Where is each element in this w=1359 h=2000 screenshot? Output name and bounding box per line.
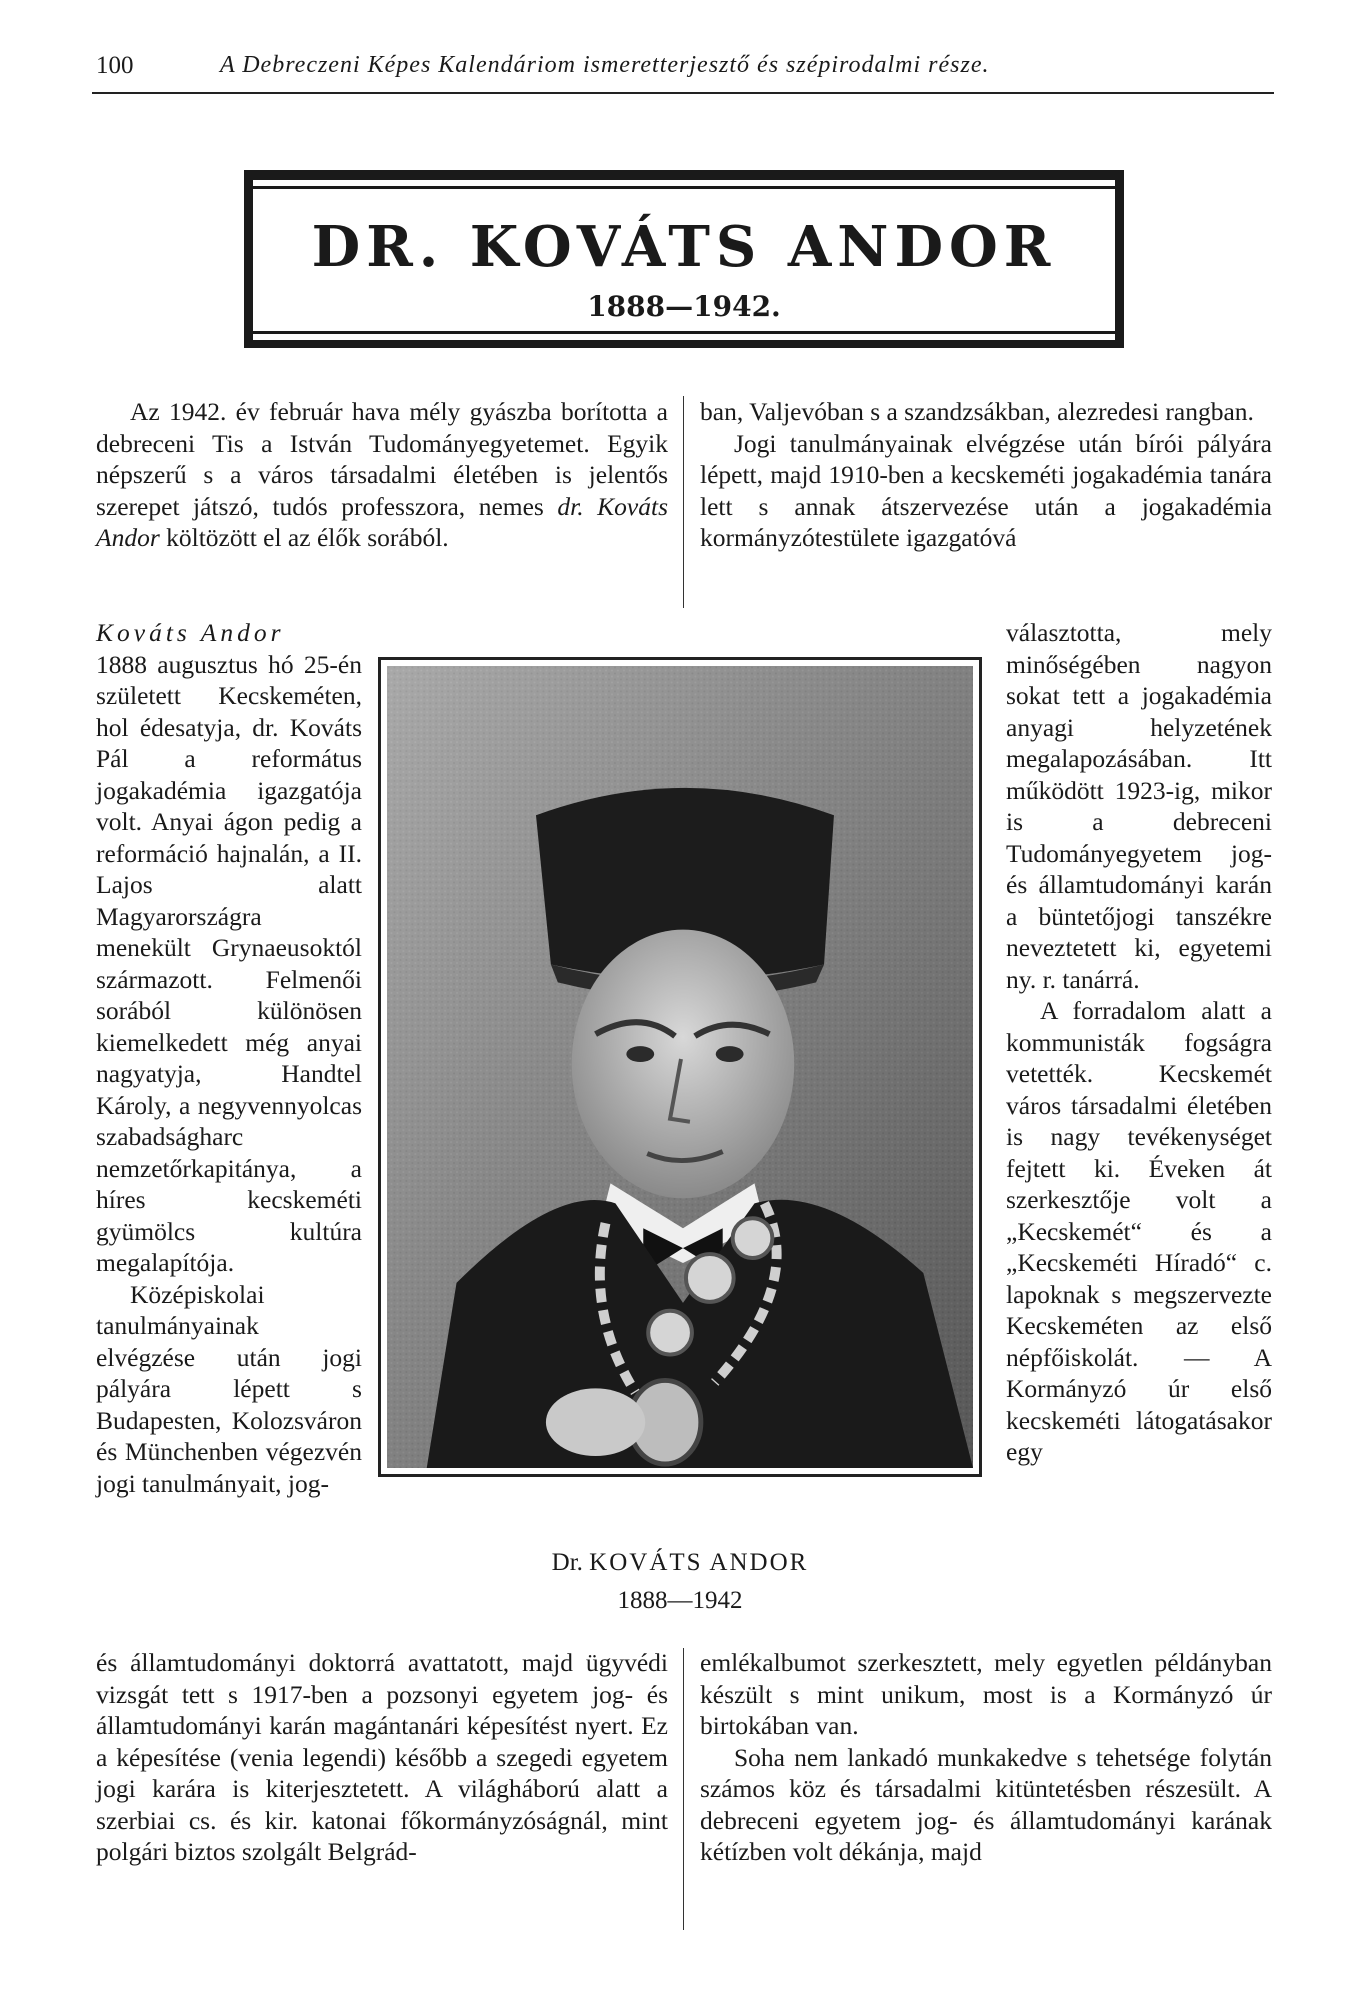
portrait-illustration [387, 666, 973, 1468]
honors-paragraph: Soha nem lankadó munkakedve s tehetsége folytán számos köz és társadalmi kitüntetésben részesült. A debreceni egyetem jog- és államtudományi karának kétízben volt dékánja, majd [700, 1742, 1272, 1866]
album-paragraph: emlékalbumot szerkesztett, mely egyetlen példányban készült s mint unikum, most is a Kormányzó úr birtokában van. [700, 1648, 1272, 1740]
article-years: 1888—1942. [587, 290, 781, 323]
service-paragraph: ban, Valjevóban s a szandzsákban, alezredesi rangban. [700, 397, 1254, 426]
caption-years: 1888—1942 [617, 1587, 743, 1614]
caption-name: Dr. KOVÁTS ANDOR [551, 1549, 809, 1576]
intro-paragraph: Az 1942. év február hava mély gyászba borította a debreceni Tis a István Tudományegyetemet. Egyik népszerű s a város társadalmi életében is jelentős szerepet játszó, tudós professzora, nemes dr. Kováts Andor költözött el az élők sorából. [96, 397, 669, 552]
debrecen-paragraph: választotta, mely minőségében nagyon sokat tett a jogakadémia anyagi helyzetének megalapozásában. Itt működött 1923-ig, mikor is a debreceni Tudományegyetem jog- és államtudományi karán a büntetőjogi tanszékre neveztetett ki, egyetemi ny. r. tanárrá. [1006, 618, 1272, 994]
career-paragraph: Jogi tanulmányainak elvégzése után bírói pályára lépett, majd 1910-ben a kecskeméti jogakadémia tanára lett s annak átszervezése után a jogakadémia kormányzótestülete igazgatóvá [700, 428, 1272, 552]
running-title: A Debreczeni Képes Kalendáriom ismeretterjesztő és szépirodalmi része. [220, 52, 990, 78]
revolution-paragraph: A forradalom alatt a kommunisták fogságra vetették. Kecskemét város társadalmi életében is nagy tevékenységet fejtett ki. Éveken át szerkesztője volt a „Kecskemét“ és a „Kecskeméti Híradó“ c. lapoknak s megszervezte Kecskeméten az első népfőiskolát. — A Kormányzó úr első kecskeméti látogatásakor egy [1006, 996, 1272, 1466]
left-column-intro [96, 396, 668, 554]
left-column-bottom [96, 1647, 668, 1868]
article-title: DR. KOVÁTS ANDOR [311, 214, 1057, 280]
column-rule-top [683, 396, 684, 608]
header-rule [92, 92, 1274, 94]
birth-paragraph: Kováts Andor 1888 augusztus hó 25-én született Kecskeméten, hol édesatyja, dr. Kováts Pál a református jogakadémia igazgatója volt. Anyai ágon pedig a reformáció hajnalán, a II. Lajos alatt Magyarországra menekült Grynaeusoktól származott. Felmenői sorából különösen kiemelkedett még anyai nagyatyja, Handtel Károly, a negyvennyolcas szabadságharc nemzetőrkapitánya, a híres kecskeméti gyümölcs kultúra megalapítója. [96, 618, 362, 1277]
column-rule-bottom [683, 1648, 684, 1930]
right-column-narrow [1006, 617, 1272, 1468]
left-column-narrow [96, 617, 362, 1499]
studies-paragraph: Középiskolai tanulmányainak elvégzése után jogi pályára lépett s Budapesten, Kolozsváron és Münchenben végezvén jogi tanulmányait, jog- [96, 1279, 362, 1498]
title-box [244, 170, 1124, 348]
portrait-caption [380, 1544, 980, 1620]
right-column-bottom [700, 1647, 1272, 1868]
portrait-photo [378, 657, 982, 1477]
right-column-top [700, 396, 1272, 554]
doctorate-paragraph: és államtudományi doktorrá avattatott, majd ügyvédi vizsgát tett s 1917-ben a pozsonyi egyetem jog- és államtudományi karán magántanári képesítést nyert. Ez a képesítése (venia legendi) később a szegedi egyetem jogi karára is kiterjesztetett. A világháború alatt a szerbiai cs. és kir. katonai főkormányzóságnál, mint polgári biztos szolgált Belgrád- [96, 1648, 668, 1866]
page-number: 100 [96, 52, 134, 79]
